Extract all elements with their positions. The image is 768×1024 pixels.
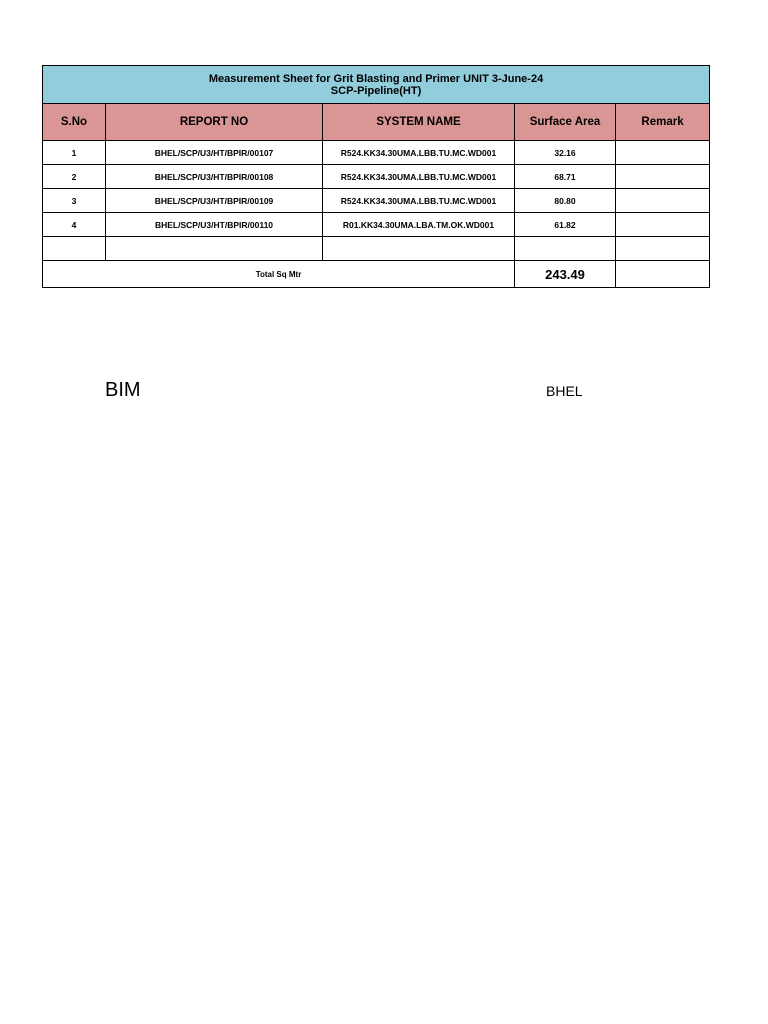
total-value: 243.49: [515, 261, 616, 288]
header-remark: Remark: [616, 104, 710, 141]
total-row: [43, 261, 710, 288]
cell-sno: 2: [43, 165, 106, 189]
header-row: [43, 104, 710, 141]
sheet-title-line1: Measurement Sheet for Grit Blasting and Primer UNIT 3-June-24: [208, 72, 544, 85]
sheet-title: [43, 66, 710, 104]
header-surface-area: Surface Area: [515, 104, 616, 141]
header-system-name: SYSTEM NAME: [323, 104, 515, 141]
cell-system-name: R524.KK34.30UMA.LBB.TU.MC.WD001: [323, 141, 515, 165]
table-row: [43, 141, 710, 165]
cell-surface-area: 61.82: [515, 213, 616, 237]
cell-system-name: R524.KK34.30UMA.LBB.TU.MC.WD001: [323, 189, 515, 213]
table-row: [43, 213, 710, 237]
cell-surface-area: 68.71: [515, 165, 616, 189]
cell-sno: 3: [43, 189, 106, 213]
cell-remark: [616, 189, 710, 213]
signature-bim: BIM: [105, 379, 141, 401]
signature-bhel: BHEL: [546, 383, 583, 399]
cell-report-no: BHEL/SCP/U3/HT/BPIR/00110: [106, 213, 323, 237]
empty-cell: [106, 237, 323, 261]
empty-cell: [616, 237, 710, 261]
total-remark: [616, 261, 710, 288]
cell-report-no: BHEL/SCP/U3/HT/BPIR/00109: [106, 189, 323, 213]
cell-remark: [616, 213, 710, 237]
cell-report-no: BHEL/SCP/U3/HT/BPIR/00107: [106, 141, 323, 165]
cell-system-name: R524.KK34.30UMA.LBB.TU.MC.WD001: [323, 165, 515, 189]
sheet-title-line2: SCP-Pipeline(HT): [330, 84, 422, 97]
empty-cell: [323, 237, 515, 261]
table-row: [43, 189, 710, 213]
cell-system-name: R01.KK34.30UMA.LBA.TM.OK.WD001: [323, 213, 515, 237]
cell-remark: [616, 165, 710, 189]
measurement-sheet-table: [42, 65, 710, 288]
total-label: Total Sq Mtr: [43, 261, 515, 288]
title-row: [43, 66, 710, 104]
empty-cell: [43, 237, 106, 261]
cell-surface-area: 80.80: [515, 189, 616, 213]
header-sno: S.No: [43, 104, 106, 141]
cell-remark: [616, 141, 710, 165]
empty-row: [43, 237, 710, 261]
cell-report-no: BHEL/SCP/U3/HT/BPIR/00108: [106, 165, 323, 189]
cell-sno: 4: [43, 213, 106, 237]
header-report-no: REPORT NO: [106, 104, 323, 141]
table-row: [43, 165, 710, 189]
empty-cell: [515, 237, 616, 261]
cell-sno: 1: [43, 141, 106, 165]
cell-surface-area: 32.16: [515, 141, 616, 165]
